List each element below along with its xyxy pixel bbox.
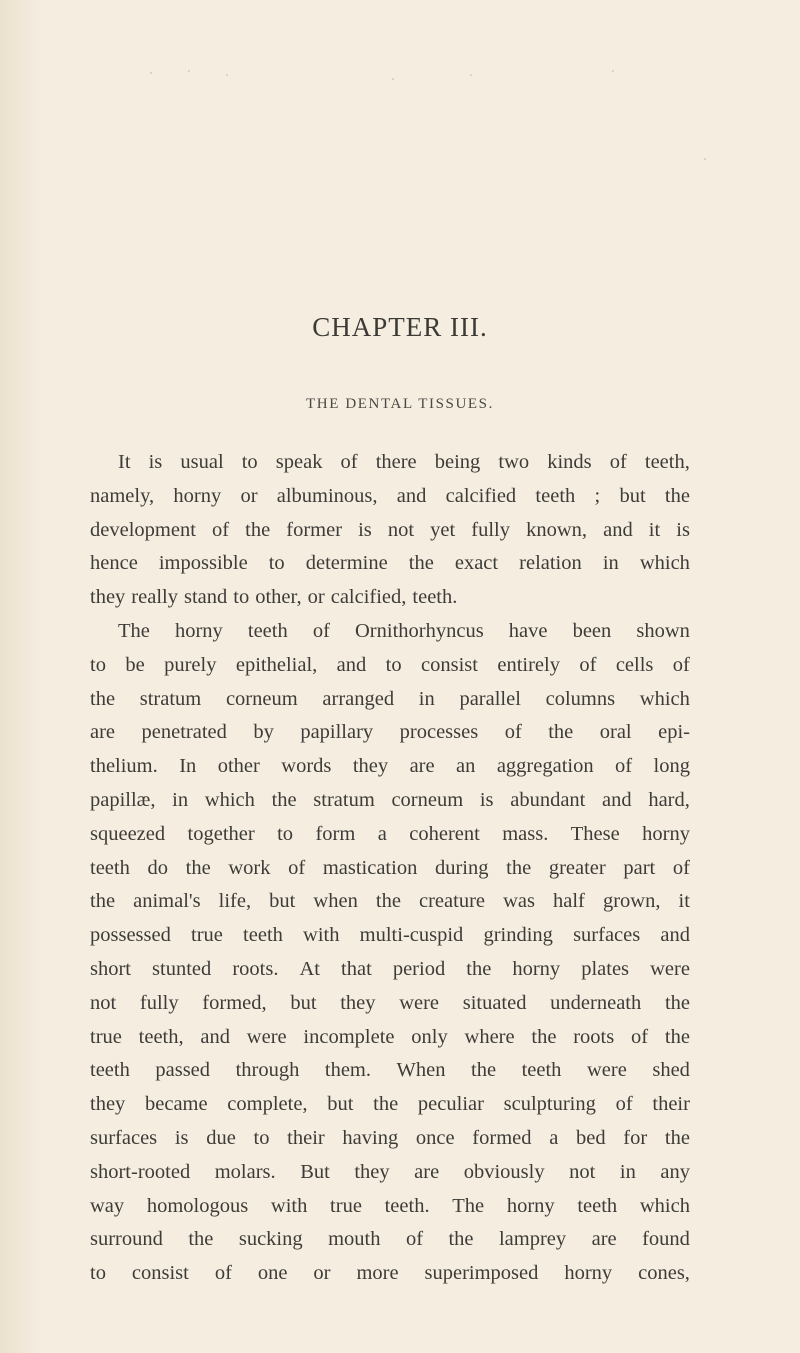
text-word: to <box>233 586 250 609</box>
text-word: with <box>303 924 340 947</box>
text-word: It <box>118 451 131 473</box>
text-word: of <box>288 856 306 879</box>
text-word: they <box>354 1160 390 1183</box>
text-line <box>90 446 690 480</box>
text-word: other <box>217 755 260 778</box>
text-word: the <box>664 484 690 507</box>
text-word: coherent <box>409 822 480 845</box>
text-word: epi- <box>658 721 690 744</box>
text-line <box>90 683 690 717</box>
text-word: and <box>200 1025 231 1048</box>
text-word: sucking <box>238 1228 303 1251</box>
paper-speck <box>188 70 190 72</box>
text-word: teeth. <box>384 1194 430 1217</box>
text-word: plates <box>581 957 630 980</box>
text-word: papillæ, <box>90 788 156 811</box>
text-word: it <box>678 890 690 913</box>
text-word: consist <box>131 1262 189 1285</box>
text-word: a <box>549 1126 559 1149</box>
paper-speck <box>612 70 614 72</box>
text-word: been <box>572 619 612 642</box>
text-word: short <box>90 957 131 980</box>
text-word: cones, <box>638 1262 690 1285</box>
text-word: period <box>392 957 446 980</box>
text-word: were <box>586 1059 627 1082</box>
text-word: and <box>603 518 633 541</box>
text-word: grown, <box>602 890 661 913</box>
text-word: together <box>187 822 255 845</box>
text-word: an <box>456 755 476 778</box>
text-word: the <box>188 1228 214 1251</box>
text-word: true <box>330 1194 362 1217</box>
text-word: them. <box>324 1059 371 1082</box>
text-word: fully <box>139 991 179 1014</box>
text-word: corneum <box>391 788 464 811</box>
text-word: horny <box>174 619 223 642</box>
text-word: the <box>466 957 492 980</box>
text-word: creature <box>419 890 485 913</box>
text-word: horny <box>642 822 690 845</box>
text-word: or <box>313 1262 331 1285</box>
text-word: kinds <box>547 451 592 473</box>
text-word: that <box>341 957 372 980</box>
text-word: penetrated <box>141 721 227 744</box>
text-word: are <box>591 1228 617 1251</box>
text-word: But <box>300 1160 330 1183</box>
text-word: processes <box>399 721 479 744</box>
text-word: to <box>241 451 258 473</box>
text-word: work <box>228 856 271 879</box>
text-word: became <box>145 1093 208 1116</box>
text-word: being <box>434 451 481 473</box>
text-word: relation <box>519 552 582 575</box>
text-word: be <box>125 653 145 676</box>
text-word: not <box>569 1160 596 1183</box>
text-word: the <box>373 1093 399 1116</box>
text-word: their <box>287 1126 325 1149</box>
text-word: sculpturing <box>503 1093 596 1116</box>
text-word: once <box>415 1126 455 1149</box>
text-word: superimposed <box>424 1262 539 1285</box>
paper-speck <box>470 74 472 76</box>
text-word: the <box>531 1025 557 1048</box>
text-line <box>90 716 690 750</box>
text-word: of <box>631 1025 649 1048</box>
text-word: mastication <box>322 856 418 879</box>
text-word: the <box>90 890 116 913</box>
text-word: more <box>356 1262 399 1285</box>
text-word: corneum <box>225 687 298 710</box>
text-word: calcified, <box>330 586 407 609</box>
text-word: hence <box>90 552 138 575</box>
text-word: lamprey <box>498 1228 567 1251</box>
text-word: the <box>408 552 434 575</box>
text-word: greater <box>548 856 606 879</box>
text-word: multi-cuspid <box>359 924 464 947</box>
text-word: the <box>245 518 271 541</box>
text-line <box>90 953 690 987</box>
text-word: true <box>90 1025 122 1048</box>
text-word: exact <box>454 552 499 575</box>
text-word: is <box>676 518 690 541</box>
text-word: ; <box>594 484 601 507</box>
text-word: to <box>253 1126 270 1149</box>
text-word: having <box>342 1126 399 1149</box>
text-word: other, <box>255 586 302 609</box>
text-word: due <box>206 1126 236 1149</box>
text-word: known, <box>526 518 588 541</box>
text-word: form <box>315 822 356 845</box>
text-word: and <box>336 653 367 676</box>
text-word: when <box>313 890 358 913</box>
text-word: they <box>90 586 126 609</box>
text-word: of <box>340 451 358 473</box>
text-word: were <box>650 957 690 980</box>
text-word: animal's <box>133 890 201 913</box>
text-word: are <box>409 755 435 778</box>
text-word: the <box>548 721 574 744</box>
text-word: not <box>90 991 117 1014</box>
text-line <box>90 852 690 886</box>
text-word: mass. <box>502 822 549 845</box>
text-word: the <box>506 856 532 879</box>
text-word: two <box>498 451 530 473</box>
text-word: entirely <box>497 653 560 676</box>
text-word: the <box>471 1059 497 1082</box>
text-word: long <box>653 755 690 778</box>
text-word: squeezed <box>90 822 166 845</box>
text-line <box>90 818 690 852</box>
text-word: epithelial, <box>235 653 318 676</box>
text-word: but <box>619 484 646 507</box>
text-word: At <box>299 957 320 980</box>
text-line <box>90 615 690 649</box>
text-word: to <box>277 822 294 845</box>
text-word: of <box>579 653 597 676</box>
text-word: their <box>652 1093 690 1116</box>
text-line <box>90 1156 690 1190</box>
text-word: which <box>639 1194 690 1217</box>
text-word: life, <box>218 890 252 913</box>
text-line <box>90 1190 690 1224</box>
text-line <box>90 547 690 581</box>
text-word: of <box>312 619 330 642</box>
text-word: aggregation <box>496 755 594 778</box>
text-word: usual <box>180 451 224 473</box>
text-word: short-rooted <box>90 1160 191 1183</box>
text-word: shed <box>652 1059 690 1082</box>
text-word: the <box>664 1025 690 1048</box>
text-word: way <box>90 1194 125 1217</box>
text-line <box>90 1257 690 1291</box>
text-line <box>90 1122 690 1156</box>
text-word: for <box>623 1126 648 1149</box>
text-word: complete, <box>227 1093 308 1116</box>
text-word: teeth <box>521 1059 562 1082</box>
text-word: fully <box>471 518 510 541</box>
text-word: teeth, <box>138 1025 184 1048</box>
text-word: the <box>90 687 116 710</box>
text-word: they <box>340 991 376 1014</box>
text-word: situated <box>462 991 527 1014</box>
text-word: not <box>387 518 415 541</box>
text-word: papillary <box>300 721 374 744</box>
text-word: impossible <box>158 552 248 575</box>
text-word: in <box>418 687 435 710</box>
text-word: bed <box>575 1126 606 1149</box>
text-line <box>90 1223 690 1257</box>
text-word: of <box>609 451 627 473</box>
text-line <box>90 987 690 1021</box>
text-word: to <box>385 653 402 676</box>
text-word: in <box>172 788 189 811</box>
text-word: surfaces <box>573 924 641 947</box>
text-line <box>90 581 690 615</box>
text-word: of <box>615 755 633 778</box>
text-word: in <box>619 1160 636 1183</box>
text-word: to <box>268 552 285 575</box>
text-word: really <box>131 586 178 609</box>
paper-speck <box>704 158 706 160</box>
text-word: words <box>281 755 332 778</box>
text-word: to <box>90 653 106 676</box>
text-word: the <box>448 1228 474 1251</box>
text-word: underneath <box>550 991 642 1014</box>
text-word: arranged <box>322 687 395 710</box>
text-word: have <box>508 619 548 642</box>
text-word: which <box>639 552 690 575</box>
text-word: of <box>211 518 230 541</box>
text-word: which <box>639 687 690 710</box>
text-word: teeth. <box>412 586 458 609</box>
text-word: calcified <box>445 484 517 507</box>
text-word: molars. <box>214 1160 276 1183</box>
text-word: determine <box>305 552 388 575</box>
text-word: purely <box>164 653 217 676</box>
text-word: were <box>246 1025 287 1048</box>
text-word: shown <box>636 619 690 642</box>
text-word: horny <box>564 1262 613 1285</box>
text-word: it <box>648 518 661 541</box>
text-word: oral <box>599 721 632 744</box>
chapter-title: CHAPTER III. <box>312 312 488 342</box>
text-word: the <box>664 1126 690 1149</box>
text-word: found <box>642 1228 690 1251</box>
text-word: there <box>375 451 417 473</box>
text-word: Ornithorhyncus <box>355 619 484 642</box>
text-word: they <box>352 755 389 778</box>
text-word: surround <box>90 1228 163 1251</box>
text-line <box>90 1088 690 1122</box>
text-word: during <box>434 856 489 879</box>
text-word: roots <box>573 1025 615 1048</box>
text-word: but <box>290 991 317 1014</box>
paper-speck <box>392 78 394 80</box>
text-word: true <box>191 924 223 947</box>
text-word: passed <box>155 1059 211 1082</box>
text-word: horny <box>506 1194 555 1217</box>
text-word: and <box>602 788 632 811</box>
text-word: to <box>90 1262 106 1285</box>
text-word: are <box>414 1160 440 1183</box>
text-word: the <box>375 890 401 913</box>
text-word: is <box>174 1126 189 1149</box>
text-word: roots. <box>232 957 279 980</box>
text-word: teeth <box>243 924 283 947</box>
text-word: In <box>179 755 197 778</box>
text-word: thelium. <box>90 755 158 778</box>
text-word: mouth <box>328 1228 381 1251</box>
text-word: albuminous, <box>276 484 378 507</box>
text-word: or <box>240 484 258 507</box>
text-word: with <box>270 1194 308 1217</box>
text-word: possessed <box>90 924 171 947</box>
text-word: which <box>204 788 255 811</box>
text-word: through <box>235 1059 300 1082</box>
text-word: hard, <box>648 788 690 811</box>
text-word: teeth <box>535 484 576 507</box>
body-text <box>90 446 690 1291</box>
text-line <box>90 784 690 818</box>
text-word: incomplete <box>303 1025 395 1048</box>
text-word: half <box>553 890 585 913</box>
text-word: The <box>118 619 150 642</box>
text-word: stratum <box>313 788 375 811</box>
text-word: peculiar <box>417 1093 484 1116</box>
text-word: only <box>411 1025 448 1048</box>
text-word: part <box>623 856 656 879</box>
text-word: of <box>214 1262 232 1285</box>
text-word: formed, <box>202 991 267 1014</box>
text-word: of <box>615 1093 633 1116</box>
text-word: These <box>570 822 620 845</box>
paper-speck <box>150 72 152 74</box>
text-word: abundant <box>510 788 586 811</box>
text-word: a <box>377 822 387 845</box>
text-word: The <box>452 1194 485 1217</box>
text-line <box>90 885 690 919</box>
text-word: or <box>307 586 325 609</box>
text-word: and <box>660 924 690 947</box>
text-word: of <box>672 653 690 676</box>
text-word: horny <box>512 957 561 980</box>
text-word: teeth <box>577 1194 618 1217</box>
text-word: teeth <box>90 856 130 879</box>
text-word: were <box>399 991 440 1014</box>
text-word: cells <box>615 653 654 676</box>
text-word: of <box>405 1228 424 1251</box>
text-line <box>90 1021 690 1055</box>
text-word: parallel <box>459 687 521 710</box>
text-word: former <box>286 518 343 541</box>
text-word: the <box>664 991 690 1014</box>
text-word: in <box>602 552 619 575</box>
text-word: teeth, <box>644 451 690 473</box>
text-word: yet <box>430 518 456 541</box>
text-word: and <box>396 484 427 507</box>
text-word: stunted <box>152 957 212 980</box>
text-word: namely, <box>90 484 155 507</box>
section-title: THE DENTAL TISSUES. <box>306 396 494 412</box>
paper-speck <box>226 74 228 76</box>
text-word: but <box>269 890 296 913</box>
text-word: is <box>479 788 494 811</box>
text-word: they <box>90 1093 126 1116</box>
text-word: grinding <box>483 924 553 947</box>
text-word: surfaces <box>90 1126 158 1149</box>
text-line <box>90 514 690 548</box>
text-word: any <box>660 1160 690 1183</box>
text-word: but <box>327 1093 354 1116</box>
text-word: development <box>90 518 196 541</box>
text-word: one <box>257 1262 288 1285</box>
text-word: the <box>271 788 297 811</box>
text-word: by <box>253 721 274 744</box>
text-word: stand <box>183 586 228 609</box>
text-word: homologous <box>146 1194 249 1217</box>
text-line <box>90 919 690 953</box>
text-word: is <box>358 518 372 541</box>
text-word: horny <box>173 484 222 507</box>
text-word: are <box>90 721 116 744</box>
text-line <box>90 750 690 784</box>
text-line <box>90 1054 690 1088</box>
text-word: is <box>148 451 163 473</box>
text-word: the <box>185 856 211 879</box>
text-word: teeth <box>247 619 288 642</box>
text-word: where <box>464 1025 515 1048</box>
text-word: of <box>672 856 690 879</box>
text-line <box>90 480 690 514</box>
text-line <box>90 649 690 683</box>
text-word: formed <box>472 1126 532 1149</box>
text-word: speak <box>275 451 323 473</box>
text-word: columns <box>545 687 616 710</box>
text-word: stratum <box>139 687 202 710</box>
text-word: teeth <box>90 1059 130 1082</box>
text-word: consist <box>421 653 478 676</box>
text-word: When <box>396 1059 446 1082</box>
text-word: obviously <box>463 1160 545 1183</box>
text-word: of <box>504 721 522 744</box>
text-word: was <box>503 890 535 913</box>
text-word: do <box>147 856 168 879</box>
